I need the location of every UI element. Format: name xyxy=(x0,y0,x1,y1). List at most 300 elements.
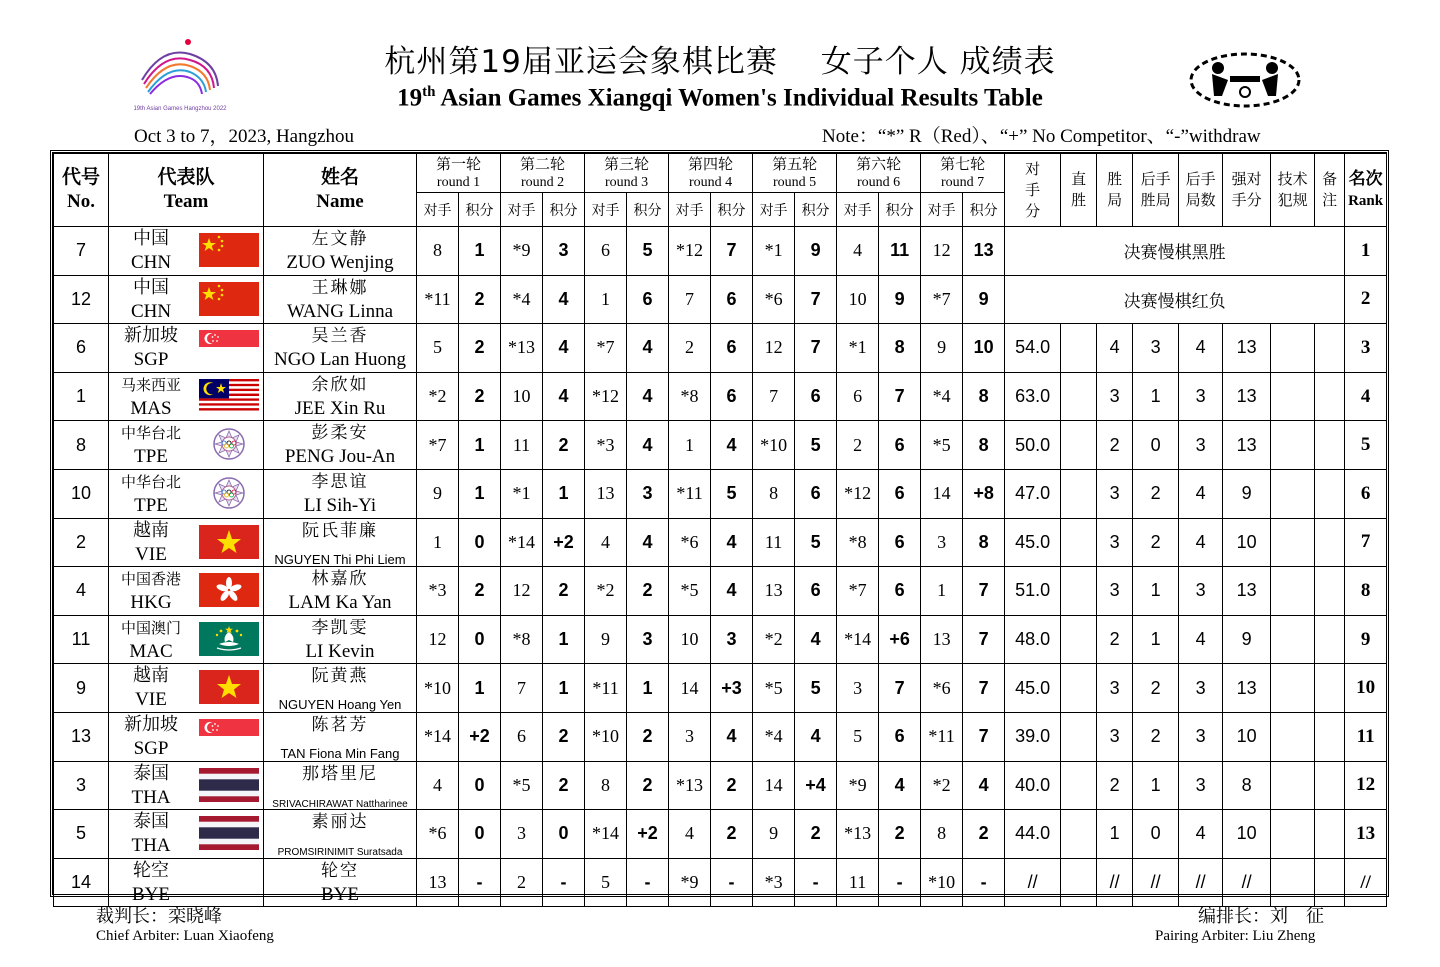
title-english-text: Asian Games Xiangqi Women's Individual Results Table xyxy=(435,84,1043,112)
round-points: 0 xyxy=(459,810,501,859)
round-points: 2 xyxy=(459,324,501,373)
remark xyxy=(1315,664,1345,713)
opp-score: 45.0 xyxy=(1005,518,1061,567)
wins: 2 xyxy=(1097,615,1133,664)
player-name-en: BYE xyxy=(321,883,359,905)
black-games: 3 xyxy=(1179,421,1223,470)
team-code: TPE xyxy=(134,494,168,516)
opp-score: 51.0 xyxy=(1005,567,1061,616)
wins: 3 xyxy=(1097,664,1133,713)
table-row xyxy=(54,761,1387,810)
thailand-flag-icon xyxy=(199,816,259,850)
opp-score: 45.0 xyxy=(1005,664,1061,713)
black-wins: 1 xyxy=(1133,761,1179,810)
round-points: 1 xyxy=(627,664,669,713)
player-name-en: NGUYEN Thi Phi Liem xyxy=(274,551,406,567)
tech-foul xyxy=(1271,761,1315,810)
player-name-cn: 素丽达 xyxy=(311,812,369,833)
round-opponent: 10 xyxy=(669,615,711,664)
round-opponent: *13 xyxy=(837,810,879,859)
team-cell xyxy=(109,712,264,761)
player-name-cell xyxy=(264,664,417,713)
team-code: SGP xyxy=(133,737,169,759)
round-points: 8 xyxy=(963,421,1005,470)
subcol-points: 积分 xyxy=(963,193,1005,227)
rank: 3 xyxy=(1345,324,1387,373)
player-number: 11 xyxy=(54,615,109,664)
player-name-en: PENG Jou-An xyxy=(284,446,396,468)
player-name-cn: 轮空 xyxy=(321,860,359,881)
col-no: 代号 No. xyxy=(54,154,109,227)
round-opponent: 11 xyxy=(753,518,795,567)
round-points: 2 xyxy=(543,761,585,810)
round-opponent: 10 xyxy=(501,372,543,421)
team-code: SGP xyxy=(133,349,169,371)
team-cell xyxy=(109,275,264,324)
round-points: 5 xyxy=(627,227,669,276)
round-opponent: 14 xyxy=(753,761,795,810)
tech-foul xyxy=(1271,518,1315,567)
round-opponent: *7 xyxy=(921,275,963,324)
remark xyxy=(1315,324,1345,373)
player-name-cell xyxy=(264,567,417,616)
strong-opp-score: 13 xyxy=(1223,664,1271,713)
round-opponent: 2 xyxy=(501,858,543,907)
player-name-cell xyxy=(264,810,417,859)
round-opponent: 9 xyxy=(417,469,459,518)
china-flag-icon xyxy=(199,282,259,316)
team-name-cn: 新加坡 xyxy=(124,325,178,347)
header-row-top xyxy=(54,154,1387,193)
round-opponent: 2 xyxy=(669,324,711,373)
round-opponent: *13 xyxy=(501,324,543,373)
round-opponent: *9 xyxy=(501,227,543,276)
round-opponent: 13 xyxy=(417,858,459,907)
round-points: 4 xyxy=(711,518,753,567)
round-opponent: 12 xyxy=(753,324,795,373)
date-place: Oct 3 to 7，2023, Hangzhou xyxy=(134,126,355,147)
rank: 2 xyxy=(1345,275,1387,324)
black-games: 3 xyxy=(1179,712,1223,761)
team-name-cn: 越南 xyxy=(133,665,169,687)
round-points: 5 xyxy=(795,664,837,713)
round-points: 2 xyxy=(459,372,501,421)
round-points: 9 xyxy=(879,275,921,324)
round-points: 5 xyxy=(795,421,837,470)
vietnam-flag-icon xyxy=(199,670,259,704)
round-points: 1 xyxy=(459,227,501,276)
player-name-cell xyxy=(264,469,417,518)
round-points: 4 xyxy=(543,275,585,324)
round-points: 7 xyxy=(795,324,837,373)
black-wins: 1 xyxy=(1133,567,1179,616)
player-name-cell xyxy=(264,518,417,567)
strong-opp-score: 10 xyxy=(1223,518,1271,567)
round-points: 6 xyxy=(795,372,837,421)
round-opponent: *5 xyxy=(753,664,795,713)
round-opponent: *5 xyxy=(669,567,711,616)
round-points: 7 xyxy=(795,275,837,324)
col-round-2: 第二轮 round 2 xyxy=(501,154,585,193)
round-opponent: *14 xyxy=(417,712,459,761)
round-points: +6 xyxy=(879,615,921,664)
strong-opp-score: 13 xyxy=(1223,567,1271,616)
black-wins: // xyxy=(1133,858,1179,907)
player-name-en: ZUO Wenjing xyxy=(286,252,394,273)
team-name-cn: 中国澳门 xyxy=(120,618,181,637)
col-name: 姓名 Name xyxy=(264,154,417,227)
round-opponent: 11 xyxy=(837,858,879,907)
rank: 10 xyxy=(1345,664,1387,713)
round-points: 6 xyxy=(879,518,921,567)
round-opponent: *10 xyxy=(921,858,963,907)
singapore-flag-icon xyxy=(199,330,259,364)
team-code: THA xyxy=(131,835,171,857)
black-games: // xyxy=(1179,858,1223,907)
player-number: 13 xyxy=(54,712,109,761)
col-round-4: 第四轮 round 4 xyxy=(669,154,753,193)
player-number: 4 xyxy=(54,567,109,616)
col-rank: 名次 Rank xyxy=(1345,154,1387,227)
subcol-points: 积分 xyxy=(711,193,753,227)
round-opponent: *2 xyxy=(921,761,963,810)
round-opponent: 13 xyxy=(753,567,795,616)
black-wins: 2 xyxy=(1133,469,1179,518)
round-points: 6 xyxy=(879,567,921,616)
rank: 8 xyxy=(1345,567,1387,616)
round-points: 13 xyxy=(963,227,1005,276)
round-opponent: 12 xyxy=(417,615,459,664)
round-opponent: *11 xyxy=(585,664,627,713)
player-name-cn: 阮氏菲廉 xyxy=(302,520,378,541)
player-name-en: LAM Ka Yan xyxy=(288,592,392,614)
wins: 1 xyxy=(1097,810,1133,859)
player-name-en: PROMSIRINIMIT Suratsada xyxy=(277,847,403,859)
player-name-cn: 李凯雯 xyxy=(311,617,369,638)
player-name-en: NGUYEN Hoang Yen xyxy=(278,697,402,713)
team-cell xyxy=(109,664,264,713)
round-points: 4 xyxy=(711,421,753,470)
team-cell xyxy=(109,324,264,373)
remark xyxy=(1315,372,1345,421)
singapore-flag-icon xyxy=(199,719,259,753)
direct-wins xyxy=(1061,615,1097,664)
round-opponent: *14 xyxy=(585,810,627,859)
round-points: 2 xyxy=(459,567,501,616)
col-round-1: 第一轮 round 1 xyxy=(417,154,501,193)
round-opponent: *12 xyxy=(837,469,879,518)
round-opponent: *3 xyxy=(417,567,459,616)
player-name-en: LI Sih-Yi xyxy=(303,494,377,516)
opp-score: // xyxy=(1005,858,1061,907)
result-note: 决赛慢棋黑胜 xyxy=(1005,227,1345,276)
round-opponent: *2 xyxy=(417,372,459,421)
round-opponent: 7 xyxy=(669,275,711,324)
subcol-points: 积分 xyxy=(879,193,921,227)
round-points: 2 xyxy=(627,761,669,810)
round-points: 5 xyxy=(795,518,837,567)
round-opponent: *6 xyxy=(921,664,963,713)
tech-foul xyxy=(1271,567,1315,616)
wins: 3 xyxy=(1097,712,1133,761)
rank: 7 xyxy=(1345,518,1387,567)
strong-opp-score: 13 xyxy=(1223,324,1271,373)
rank: 11 xyxy=(1345,712,1387,761)
round-opponent: *14 xyxy=(837,615,879,664)
round-opponent: *8 xyxy=(501,615,543,664)
title-english-number: 19 xyxy=(397,84,423,112)
team-name-cn: 中华台北 xyxy=(120,472,181,491)
direct-wins xyxy=(1061,664,1097,713)
player-name-cell xyxy=(264,227,417,276)
round-opponent: 1 xyxy=(669,421,711,470)
round-opponent: 14 xyxy=(669,664,711,713)
team-name-cn: 新加坡 xyxy=(124,713,178,735)
round-opponent: 7 xyxy=(753,372,795,421)
player-name-en: LI Kevin xyxy=(305,640,375,662)
round-opponent: 4 xyxy=(585,518,627,567)
subcol-opponent: 对手 xyxy=(501,193,543,227)
team-cell xyxy=(109,469,264,518)
team-cell xyxy=(109,761,264,810)
col-black-wins: 后手胜局 xyxy=(1133,154,1179,227)
player-name-cn: 吴兰香 xyxy=(311,326,369,347)
player-number: 1 xyxy=(54,372,109,421)
subcol-opponent: 对手 xyxy=(585,193,627,227)
col-remark: 备注 xyxy=(1315,154,1345,227)
player-number: 7 xyxy=(54,227,109,276)
black-games: 4 xyxy=(1179,324,1223,373)
round-points: 2 xyxy=(459,275,501,324)
col-opp-score: 对手分 xyxy=(1005,154,1061,227)
wins: 3 xyxy=(1097,567,1133,616)
tech-foul xyxy=(1271,858,1315,907)
player-number: 14 xyxy=(54,858,109,907)
round-opponent: *10 xyxy=(417,664,459,713)
team-code: THA xyxy=(131,786,171,808)
subcol-points: 积分 xyxy=(627,193,669,227)
wins: 2 xyxy=(1097,761,1133,810)
round-points: 2 xyxy=(711,761,753,810)
remark xyxy=(1315,761,1345,810)
strong-opp-score: // xyxy=(1223,858,1271,907)
team-name-cn: 中国香港 xyxy=(120,570,181,589)
black-wins: 1 xyxy=(1133,615,1179,664)
round-points: 4 xyxy=(711,567,753,616)
pairing-arbiter-en: Pairing Arbiter: Liu Zheng xyxy=(1155,928,1316,944)
strong-opp-score: 13 xyxy=(1223,372,1271,421)
black-wins: 2 xyxy=(1133,664,1179,713)
player-number: 9 xyxy=(54,664,109,713)
round-opponent: 4 xyxy=(837,227,879,276)
round-opponent: *11 xyxy=(669,469,711,518)
round-opponent: 6 xyxy=(585,227,627,276)
direct-wins xyxy=(1061,421,1097,470)
round-opponent: 5 xyxy=(837,712,879,761)
round-points: 3 xyxy=(543,227,585,276)
legend-note: Note：“*” R（Red）、“+” No Competitor、“-”withdraw xyxy=(822,126,1261,147)
table-row xyxy=(54,421,1387,470)
round-opponent: *12 xyxy=(669,227,711,276)
player-name-cell xyxy=(264,858,417,907)
col-black-games: 后手局数 xyxy=(1179,154,1223,227)
round-points: 1 xyxy=(543,469,585,518)
round-opponent: *3 xyxy=(585,421,627,470)
round-opponent: *1 xyxy=(501,469,543,518)
round-points: 0 xyxy=(459,761,501,810)
table-row xyxy=(54,810,1387,859)
remark xyxy=(1315,421,1345,470)
team-cell xyxy=(109,615,264,664)
team-name-cn: 越南 xyxy=(133,519,169,541)
col-round-7: 第七轮 round 7 xyxy=(921,154,1005,193)
round-opponent: *13 xyxy=(669,761,711,810)
team-code: BYE xyxy=(132,883,170,905)
round-points: 4 xyxy=(795,712,837,761)
round-points: 3 xyxy=(627,469,669,518)
round-opponent: *7 xyxy=(417,421,459,470)
subcol-opponent: 对手 xyxy=(417,193,459,227)
round-points: 6 xyxy=(627,275,669,324)
player-name-en: TAN Fiona Min Fang xyxy=(280,745,400,761)
team-name-cn: 泰国 xyxy=(133,811,169,833)
round-points: 2 xyxy=(543,421,585,470)
round-points: 1 xyxy=(543,615,585,664)
tech-foul xyxy=(1271,324,1315,373)
round-points: - xyxy=(627,858,669,907)
tech-foul xyxy=(1271,372,1315,421)
round-opponent: 1 xyxy=(585,275,627,324)
chief-arbiter-cn: 裁判长：栾晓峰 xyxy=(96,906,222,927)
player-number: 3 xyxy=(54,761,109,810)
round-points: 8 xyxy=(879,324,921,373)
team-code: VIE xyxy=(135,689,167,711)
round-points: 9 xyxy=(963,275,1005,324)
round-points: - xyxy=(795,858,837,907)
round-points: 4 xyxy=(879,761,921,810)
round-opponent: 11 xyxy=(501,421,543,470)
subcol-opponent: 对手 xyxy=(837,193,879,227)
round-points: 4 xyxy=(795,615,837,664)
rank: 1 xyxy=(1345,227,1387,276)
round-points: 2 xyxy=(963,810,1005,859)
round-opponent: 4 xyxy=(669,810,711,859)
round-points: 1 xyxy=(459,469,501,518)
round-opponent: *11 xyxy=(417,275,459,324)
subcol-opponent: 对手 xyxy=(921,193,963,227)
col-round-6: 第六轮 round 6 xyxy=(837,154,921,193)
round-opponent: 4 xyxy=(417,761,459,810)
round-opponent: *4 xyxy=(921,372,963,421)
round-opponent: 10 xyxy=(837,275,879,324)
round-points: 6 xyxy=(711,372,753,421)
team-name-cn: 中国 xyxy=(133,276,169,298)
strong-opp-score: 10 xyxy=(1223,810,1271,859)
round-opponent: 3 xyxy=(921,518,963,567)
table-row xyxy=(54,615,1387,664)
team-name-cn: 中国 xyxy=(133,228,169,249)
round-points: 7 xyxy=(963,567,1005,616)
round-points: +8 xyxy=(963,469,1005,518)
round-opponent: *12 xyxy=(585,372,627,421)
round-opponent: 3 xyxy=(501,810,543,859)
round-opponent: 9 xyxy=(921,324,963,373)
table-row xyxy=(54,664,1387,713)
round-points: 4 xyxy=(627,421,669,470)
round-opponent: *5 xyxy=(501,761,543,810)
strong-opp-score: 9 xyxy=(1223,469,1271,518)
table-row xyxy=(54,372,1387,421)
player-number: 6 xyxy=(54,324,109,373)
round-points: 7 xyxy=(879,372,921,421)
round-points: 1 xyxy=(459,421,501,470)
team-cell xyxy=(109,518,264,567)
round-points: 9 xyxy=(795,227,837,276)
rank: 4 xyxy=(1345,372,1387,421)
wins: 4 xyxy=(1097,324,1133,373)
tech-foul xyxy=(1271,664,1315,713)
round-opponent: 8 xyxy=(585,761,627,810)
player-number: 8 xyxy=(54,421,109,470)
round-points: 2 xyxy=(627,712,669,761)
subcol-points: 积分 xyxy=(459,193,501,227)
black-games: 4 xyxy=(1179,615,1223,664)
table-row xyxy=(54,275,1387,324)
round-points: 1 xyxy=(543,664,585,713)
round-points: 2 xyxy=(543,712,585,761)
team-code: CHN xyxy=(130,300,172,322)
round-opponent: 7 xyxy=(501,664,543,713)
black-wins: 2 xyxy=(1133,712,1179,761)
black-wins: 0 xyxy=(1133,810,1179,859)
team-code: HKG xyxy=(130,592,172,614)
player-name-cell xyxy=(264,761,417,810)
player-name-en: SRIVACHIRAWAT Nattharinee xyxy=(272,798,408,810)
team-name-cn: 轮空 xyxy=(133,859,169,881)
team-code: VIE xyxy=(135,543,167,565)
table-row xyxy=(54,324,1387,373)
team-code: MAS xyxy=(130,397,172,419)
header xyxy=(0,0,1440,150)
round-points: +3 xyxy=(711,664,753,713)
round-opponent: 8 xyxy=(921,810,963,859)
opp-score: 54.0 xyxy=(1005,324,1061,373)
opp-score: 50.0 xyxy=(1005,421,1061,470)
direct-wins xyxy=(1061,324,1097,373)
round-points: 7 xyxy=(963,615,1005,664)
round-points: +4 xyxy=(795,761,837,810)
round-points: 6 xyxy=(879,469,921,518)
team-cell xyxy=(109,858,264,907)
wins: 3 xyxy=(1097,518,1133,567)
round-opponent: 1 xyxy=(921,567,963,616)
round-opponent: *10 xyxy=(585,712,627,761)
round-opponent: 8 xyxy=(753,469,795,518)
title-english-ordinal: th xyxy=(422,84,436,100)
rank: // xyxy=(1345,858,1387,907)
round-points: 0 xyxy=(459,615,501,664)
direct-wins xyxy=(1061,518,1097,567)
remark xyxy=(1315,858,1345,907)
strong-opp-score: 9 xyxy=(1223,615,1271,664)
team-code: CHN xyxy=(130,252,172,273)
round-opponent: *4 xyxy=(501,275,543,324)
pairing-arbiter-cn: 编排长：刘 征 xyxy=(1198,906,1324,927)
player-number: 10 xyxy=(54,469,109,518)
tech-foul xyxy=(1271,712,1315,761)
team-cell xyxy=(109,421,264,470)
col-round-5: 第五轮 round 5 xyxy=(753,154,837,193)
